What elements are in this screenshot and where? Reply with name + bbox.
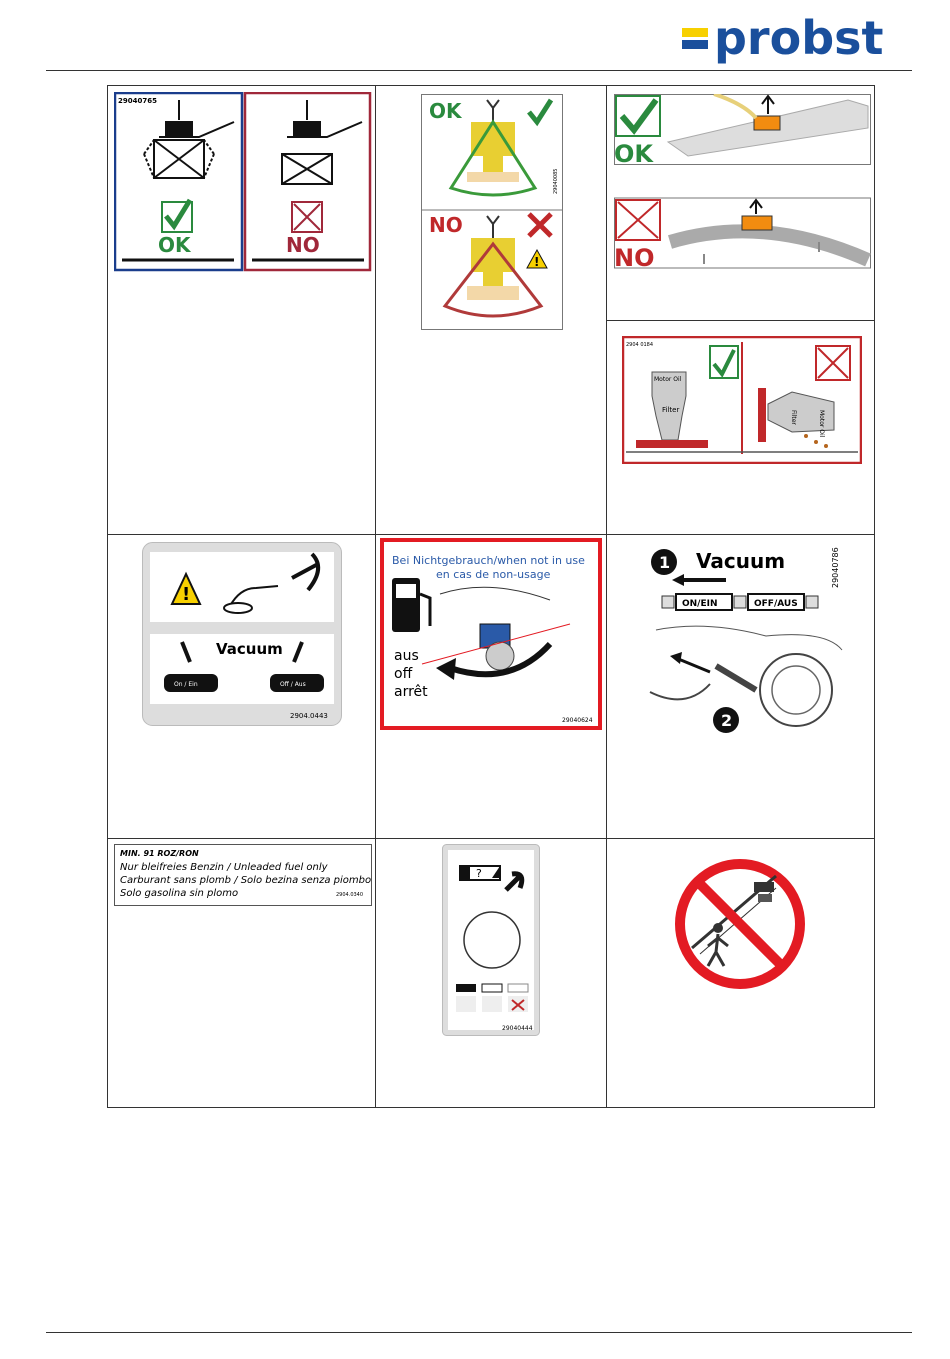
header-rule xyxy=(46,70,912,71)
logo-yellow-bar xyxy=(682,28,708,37)
svg-text:Motor Oil: Motor Oil xyxy=(654,376,682,383)
no-standing-under-load-sign xyxy=(672,856,808,992)
svg-text:OK: OK xyxy=(429,99,462,123)
svg-text:OK: OK xyxy=(158,233,191,257)
row-divider xyxy=(108,534,874,535)
svg-text:aus: aus xyxy=(394,648,419,664)
row-divider xyxy=(108,838,874,839)
column-divider xyxy=(375,86,376,1107)
sticker-table xyxy=(107,85,875,1108)
motor-oil-orientation-sticker xyxy=(622,336,862,464)
svg-text:OK: OK xyxy=(614,140,653,168)
svg-text:off: off xyxy=(394,666,413,682)
plate-lifting-sticker xyxy=(614,94,872,270)
svg-text:Nur bleifreies Benzin / Unlead: Nur bleifreies Benzin / Unleaded fuel only xyxy=(120,862,328,873)
probst-logo xyxy=(680,16,910,70)
footer-rule xyxy=(46,1332,912,1333)
logo-text: probst xyxy=(714,16,884,65)
svg-text:OFF/AUS: OFF/AUS xyxy=(754,599,798,609)
svg-text:?: ? xyxy=(476,867,482,880)
svg-text:en cas de non-usage: en cas de non-usage xyxy=(436,568,551,581)
svg-text:2904.0340: 2904.0340 xyxy=(336,892,364,898)
svg-text:MIN. 91 ROZ/RON: MIN. 91 ROZ/RON xyxy=(120,849,199,858)
svg-text:29040765: 29040765 xyxy=(118,97,157,105)
svg-text:29040786: 29040786 xyxy=(831,547,840,588)
battery-indicator-sticker xyxy=(442,844,540,1036)
vacuum-handle-sticker xyxy=(142,542,342,726)
unleaded-fuel-sticker xyxy=(114,844,372,906)
logo-blue-bar xyxy=(682,40,708,49)
svg-text:1: 1 xyxy=(659,553,671,572)
svg-text:Motor Oil: Motor Oil xyxy=(818,410,825,438)
svg-text:!: ! xyxy=(534,255,540,269)
svg-text:29040444: 29040444 xyxy=(502,1025,533,1032)
svg-text:Vacuum: Vacuum xyxy=(216,640,283,658)
chain-lifting-sticker xyxy=(114,92,372,272)
svg-text:Off / Aus: Off / Aus xyxy=(280,681,306,688)
svg-text:ON/EIN: ON/EIN xyxy=(682,599,718,609)
svg-text:2904 0184: 2904 0184 xyxy=(626,342,654,348)
svg-text:Solo gasolina sin plomo: Solo gasolina sin plomo xyxy=(120,888,239,899)
svg-text:!: ! xyxy=(182,584,191,605)
svg-text:Filter: Filter xyxy=(790,410,797,425)
svg-text:Carburant sans plomb / Solo be: Carburant sans plomb / Solo bezina senza piombo xyxy=(120,875,372,886)
svg-text:29040624: 29040624 xyxy=(562,717,593,724)
svg-text:2: 2 xyxy=(721,711,733,730)
svg-text:Filter: Filter xyxy=(662,406,680,414)
svg-text:arrêt: arrêt xyxy=(394,684,428,700)
svg-text:2904.0443: 2904.0443 xyxy=(290,712,328,720)
sling-lifting-sticker xyxy=(421,94,563,330)
svg-text:Bei Nichtgebrauch/when not in: Bei Nichtgebrauch/when not in use xyxy=(392,554,585,567)
svg-text:29040085: 29040085 xyxy=(553,168,559,194)
fuel-valve-sticker xyxy=(380,538,602,730)
column-divider xyxy=(606,86,607,1107)
svg-text:NO: NO xyxy=(286,233,320,257)
svg-text:Vacuum: Vacuum xyxy=(696,549,786,573)
svg-text:NO: NO xyxy=(429,213,463,237)
cell-divider xyxy=(606,320,874,321)
svg-text:NO: NO xyxy=(614,244,655,270)
svg-text:On / Ein: On / Ein xyxy=(174,681,198,688)
vacuum-switch-sticker xyxy=(646,540,846,736)
